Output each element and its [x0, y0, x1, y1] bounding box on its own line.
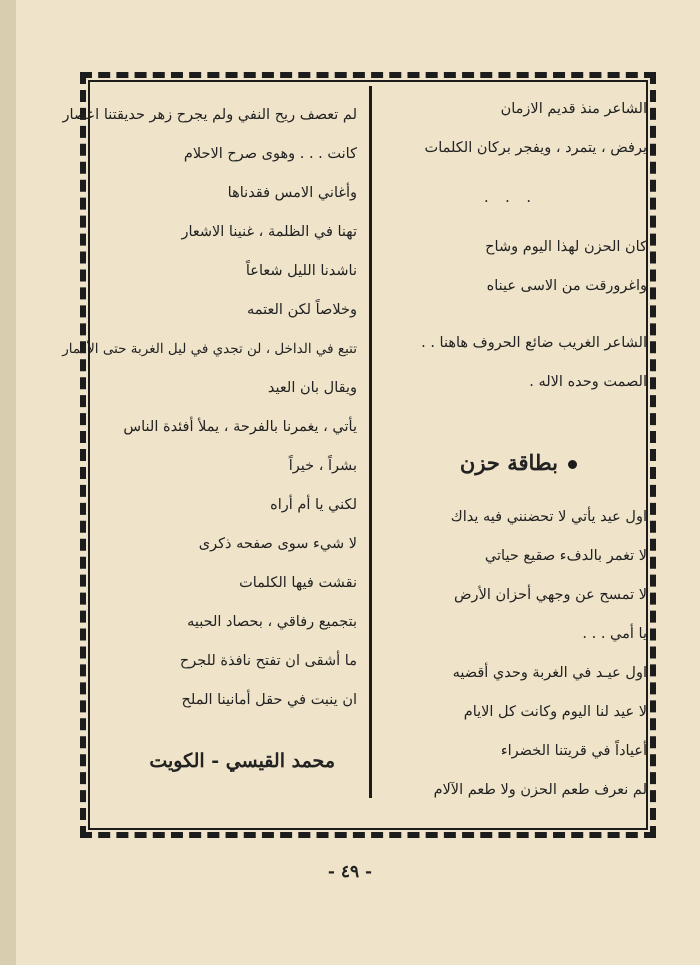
poem-line: واغرورقت من الاسى عيناه: [486, 278, 647, 294]
poem-line: ويقال بان العيد: [267, 380, 357, 396]
poem-line: لا عيد لنا اليوم وكانت كل الايام: [463, 704, 647, 720]
poem-title: [387, 428, 647, 498]
poem-line: تهنا في الظلمة ، غنينا الاشعار: [181, 224, 357, 240]
poem-line: لم تعصف ريح النفي ولم يجرح زهر حديقتنا اعصار: [62, 107, 357, 123]
bullet-icon: [568, 460, 577, 469]
poem-line: يا أمي . . .: [582, 626, 647, 642]
page-binding-edge: [0, 0, 16, 965]
poem-line: يأتي ، يغمرنا بالفرحة ، يملأ أفئدة الناس: [123, 419, 357, 435]
poem-line: لا شيء سوى صفحه ذكرى: [198, 536, 357, 552]
poem-line: نقشت فيها الكلمات: [239, 575, 357, 591]
poem-line: بتجميع رفاقي ، بحصاد الحبيه: [187, 614, 357, 630]
poem-line: لم نعرف طعم الحزن ولا طعم الآلام: [433, 782, 647, 798]
poem-line: وخلاصاً لكن العتمه: [246, 302, 357, 318]
poem-line: لا تمسح عن وجهي أحزان الأرض: [454, 587, 647, 603]
poem-line: لكني يا أم أراه: [270, 497, 357, 513]
poem-line: تتبع في الداخل ، لن تجدي في ليل الغربة حتى الأقمار: [62, 341, 357, 357]
poem-line: الصمت وحده الاله .: [529, 374, 647, 390]
poem-line: الشاعر منذ قديم الازمان: [500, 101, 647, 117]
poem-line: ما أشقى ان تفتح نافذة للجرح: [179, 653, 357, 669]
poem-line: لا تغمر بالدفء صقيع حياتي: [484, 548, 647, 564]
column-divider: [369, 86, 372, 798]
poem-line: وأغاني الامس فقدناها: [227, 185, 357, 201]
poem-line: كان الحزن لهذا اليوم وشاح: [485, 239, 647, 255]
poem-line: يرفض ، يتمرد ، ويفجر بركان الكلمات: [424, 140, 647, 156]
page-number: - ٤٩ -: [327, 862, 373, 882]
poem-line: كانت . . . وهوى صرح الاحلام: [183, 146, 357, 162]
poem-line: أعياداً في قريتنا الخضراء: [500, 743, 647, 759]
left-column-poem: [62, 96, 357, 772]
right-column-poem: [387, 90, 647, 810]
poem-line: الشاعر الغريب ضائع الحروف هاهنا . .: [421, 335, 647, 351]
poem-line: ان ينبت في حقل أمانينا الملح: [181, 692, 357, 708]
poem-line: بشراً ، خيراً: [288, 458, 357, 474]
ellipsis: . . .: [483, 190, 537, 206]
poem-title-text: بطاقة حزن: [459, 450, 558, 475]
poem-line: اول عيد يأتي لا تحضنني فيه يداك: [450, 509, 647, 525]
poem-line: ناشدنا الليل شعاعاً: [245, 263, 357, 279]
poem-line: اول عيـد في الغربة وحدي أقضيه: [452, 665, 647, 681]
author-signature: محمد القيسي - الكويت: [149, 750, 335, 772]
